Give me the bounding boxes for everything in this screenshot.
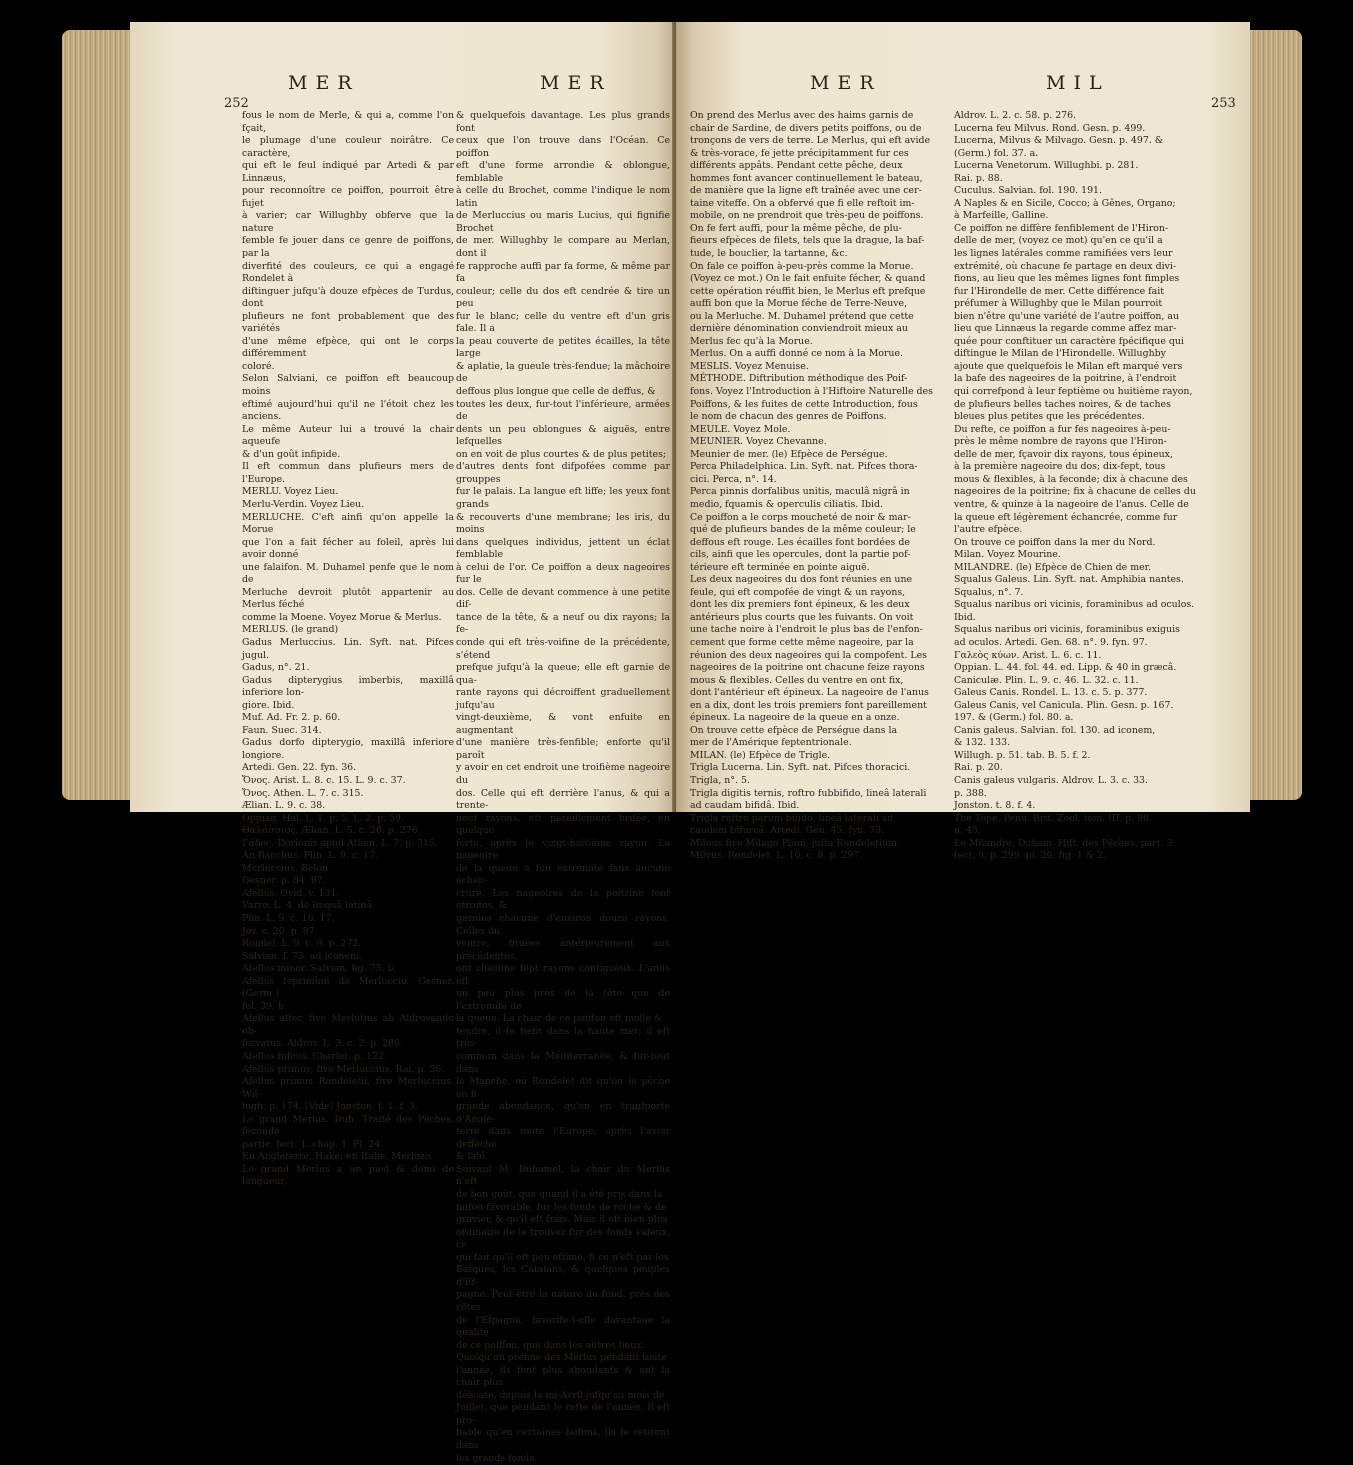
text-line: ventre, fituées antérieurement aux précédentes, — [456, 938, 670, 962]
left-page-column-1 — [242, 110, 454, 1189]
text-line: antérieurs plus courts que les fuivants. On voit — [690, 611, 914, 623]
text-line: mous & flexibles. Celles du ventre en ont fix, — [690, 674, 904, 686]
text-line: Rai. p. 20. — [954, 762, 1003, 774]
text-line: fous le nom de Merle, & qui a, comme l'on fçait, — [242, 110, 454, 134]
text-line: qui correfpond à leur feptième ou huitième rayon, — [954, 386, 1193, 398]
text-line: Aldrov. L. 2. c. 58. p. 276. — [954, 110, 1077, 121]
text-line: n. 45. — [954, 825, 981, 837]
text-line: une tache noire à l'endroit le plus bas de l'enfon- — [690, 624, 923, 636]
text-line: Le même Auteur lui a trouvé la chair aqueufe — [242, 423, 454, 448]
text-line: partie, fect. 1. chap. 1. Pl. 24. — [242, 1138, 384, 1150]
text-line: à celle du Brochet, comme l'indique le nom latin — [456, 185, 670, 209]
text-line: pagne. Peut-être la nature du fond, près des côtes — [456, 1289, 670, 1313]
text-line: tronçons de vers de terre. Le Merlus, qui eft avide — [690, 135, 931, 147]
text-line: extrémité, où chacune fe partage en deux divi- — [954, 260, 1177, 272]
text-line: On trouve cette efpèce de Perségue dans la — [690, 724, 898, 736]
text-line: coloré. — [242, 360, 275, 372]
text-line: & quelquefois davantage. Les plus grands font — [456, 110, 670, 134]
text-line: lugh. p. 174. (Vide) Jonston. t. 1. f. 3. — [242, 1101, 418, 1113]
text-line: Rondel. L. 9. c. 9. p. 272. — [242, 938, 362, 950]
text-line: diverfité des couleurs, ce qui a engagé Rondelet à — [242, 260, 454, 285]
text-line: Juillet, que pendant le refte de l'année. Il eft pro- — [456, 1402, 670, 1426]
text-line: Gadus, n°. 21. — [242, 662, 310, 674]
text-line: réunion des deux nageoires qui la compofent. Les — [690, 649, 927, 661]
text-line: On fe fert auffi, pour la même pêche, de plu- — [690, 222, 902, 234]
text-line: ceux que l'on trouve dans l'Océan. Ce poiffon — [456, 135, 670, 159]
text-line: ordinaire de le trouver fur des fonds vafeux, ce — [456, 1226, 670, 1251]
text-line: & d'un goût infipide. — [242, 448, 341, 460]
text-line: Artedi. Gen. 22. fyn. 36. — [242, 762, 357, 774]
text-line: l'autre efpèce. — [954, 524, 1023, 536]
text-line: fions, au lieu que les mêmes lignes font fimples — [954, 273, 1180, 285]
text-line: la peau couverte de petites écailles, la tête large — [456, 335, 670, 360]
text-line: de l'Efpagne, favorife-t-elle davantage la qualité — [456, 1314, 670, 1339]
text-line: d'une même efpèce, qui ont le corps différemment — [242, 335, 454, 360]
text-line: Trigla, n°. 5. — [690, 774, 750, 786]
text-line: Ce poiffon a le corps moucheté de noir & mar- — [690, 511, 911, 523]
text-line: Lucerna feu Milvus. Rond. Gesn. p. 499. — [954, 122, 1146, 134]
text-line: pour reconnoître ce poiffon, pourroit être fujet — [242, 185, 454, 209]
text-line: ont chacune fept rayons contigueux. L'anus eft — [456, 963, 670, 987]
text-line: qué de plufieurs bandes de la même couleur; le — [690, 524, 916, 536]
text-line: fons. Voyez l'Introduction à l'Hiftoire Naturelle des — [690, 386, 933, 398]
text-line: commun dans la Méditerranée, & fur-tout dans — [456, 1051, 670, 1075]
text-line: hommes font avancer continuellement le bateau, — [690, 172, 923, 184]
text-line: terre dans toute l'Europe, après l'avoir defféché — [456, 1126, 670, 1150]
text-line: la bafe des nageoires de la poitrine, à l'endroit — [954, 373, 1177, 385]
text-line: Ὄνος. Arist. L. 8. c. 15. L. 9. c. 37. — [242, 774, 406, 786]
text-line: Muf. Ad. Fr. 2. p. 60. — [242, 712, 341, 724]
text-line: de ce poiffon, que dans les autres lieux. — [456, 1339, 645, 1351]
text-line: mous & flexibles, à la feconde; dix à chacune des — [954, 473, 1188, 485]
text-line: térieure eft terminée en pointe aiguë. — [690, 561, 870, 573]
text-line: fervatus. Aldrov. L. 3. c. 2. p. 286. — [242, 1038, 404, 1050]
text-line: on en voit de plus courtes & de plus petites; — [456, 448, 667, 460]
text-line: Suivant M. Duhamel, la chair du Merlus n'eft — [456, 1163, 670, 1188]
text-line: The Tope. Penn. Brit. Zool. tom. III. p. 98. — [954, 812, 1153, 824]
text-line: plufieurs ne font probablement que des variétés — [242, 310, 454, 335]
text-line: delle de mer, fçavoir dix rayons, tous épineux, — [954, 448, 1173, 460]
text-line: Γαλεὸς κύων. Arist. L. 6. c. 11. — [954, 649, 1102, 661]
left-page-number: 252 — [224, 96, 249, 111]
text-line: On prend des Merlus avec des haims garnis de — [690, 110, 914, 121]
text-line: mer de l'Amérique feptentrionale. — [690, 737, 852, 749]
text-line: Miluus five Milago Plinii, jufta Rondeletium. — [690, 837, 900, 849]
text-line: MILAN. (le) Efpèce de Trigle. — [690, 749, 831, 761]
text-line: en a dix, dont les trois premiers font pareillement — [690, 699, 927, 711]
text-line: l'année, ils font plus abondants & ont la chair plus — [456, 1364, 670, 1389]
left-running-head-left: MER — [288, 72, 360, 94]
text-line: (Voyez ce mot.) On le fait enfuite fécher, & quand — [690, 273, 926, 285]
text-line: MEULE. Voyez Mole. — [690, 423, 791, 435]
text-line: taine viteffe. On a obfervé que fi elle reftoit im- — [690, 197, 915, 209]
text-line: MEUNIER. Voyez Chevanne. — [690, 436, 827, 448]
text-line: Ὄνος. Athen. L. 7. c. 315. — [242, 787, 364, 799]
text-line: faifon favorable, fur les fonds de roche & de — [456, 1201, 667, 1213]
text-line: une falaifon. M. Duhamel penfe que le nom de — [242, 561, 454, 586]
text-line: Du refte, ce poiffon a fur fes nageoires à-peu- — [954, 423, 1171, 435]
text-line: Trigla Lucerna. Lin. Syft. nat. Pifces thoracici. — [690, 762, 911, 774]
text-line: Milvus. Rondelet. L. 10. c. 8. p. 297. — [690, 850, 863, 862]
right-page-column-2 — [954, 110, 1212, 863]
text-line: de plufieurs belles taches noires, & de taches — [954, 398, 1171, 410]
text-line: le nom de chacun des genres de Poiffons. — [690, 411, 887, 423]
text-line: Afellus primus Rondeletii, five Merluccius. Wil- — [242, 1076, 454, 1100]
text-line: dos. Celle de devant commence à une petite dif- — [456, 586, 670, 611]
text-line: Jov. c. 20. p. 87. — [242, 925, 318, 937]
text-line: Le grand Merlus. Duh. Traité des Pêches, feconde — [242, 1113, 454, 1138]
text-line: de manière que la ligne eft traînée avec une cer- — [690, 185, 922, 197]
text-line: Trigla roftro parum bifido, lineâ laterali ad — [690, 812, 894, 824]
text-line: cils, ainfi que les opercules, dont la partie pof- — [690, 549, 911, 561]
text-line: On fale ce poiffon à-peu-près comme la Morue. — [690, 260, 914, 272]
text-line: d'une manière très-fenfible; enforte qu'il paroît — [456, 737, 670, 761]
text-line: ou la Merluche. M. Duhamel prétend que cette — [690, 310, 914, 322]
right-page-column-1 — [690, 110, 948, 863]
text-line: le plumage d'une couleur noirâtre. Ce caractère, — [242, 135, 454, 159]
text-line: femble fe jouer dans ce genre de poiffons, par la — [242, 235, 454, 260]
text-line: Merluche devroit plutôt appartenir au Merlus féché — [242, 586, 454, 611]
text-line: vingt-deuxième, & vont enfuite en augmentant — [456, 712, 670, 736]
text-line: les grands fonds. — [456, 1452, 538, 1464]
right-page-number: 253 — [1211, 96, 1236, 111]
text-line: Squalus, n°. 7. — [954, 586, 1024, 598]
text-line: auffi bon que la Morue féche de Terre-Neuve, — [690, 298, 908, 310]
text-line: à la première nageoire du dos; dix-fept, tous — [954, 461, 1166, 473]
text-line: dernière dénomination conviendroit mieux au — [690, 323, 908, 335]
text-line: Le grand Merlus a un pied & demi de longueur, — [242, 1163, 454, 1188]
text-line: diftinguer jufqu'à douze efpèces de Turdus, dont — [242, 285, 454, 310]
text-line: mobile, on ne prendroit que très-peu de poiffons. — [690, 210, 924, 222]
text-line: lieu que Linnæus la regarde comme affez mar- — [954, 323, 1177, 335]
text-line: (Germ.) fol. 37. a. — [954, 147, 1039, 159]
text-line: fe rapproche auffi par fa forme, & même par fa — [456, 260, 670, 285]
text-line: ad oculos. Artedi. Gen. 68. n°. 9. fyn. 97. — [954, 636, 1148, 648]
text-line: Il eft commun dans plufieurs mers de l'Europe. — [242, 461, 454, 485]
text-line: dents un peu oblongues & aiguës, entre lefquelles — [456, 423, 670, 448]
text-line: Meunier de mer. (le) Efpèce de Perségue. — [690, 448, 888, 460]
text-line: Les deux nageoires du dos font réunies en une — [690, 574, 913, 586]
text-line: Afellus primus, five Merluccius. Rai. p. 56. — [242, 1063, 445, 1075]
text-line: MILANDRE. (le) Efpèce de Chien de mer. — [954, 561, 1152, 573]
text-line: caudem bifurcâ. Artedi. Gen. 45. fyn. 73. — [690, 825, 885, 837]
text-line: Ibid. — [954, 611, 976, 623]
text-line: ventre, & quinze à la nageoire de l'anus. Celle de — [954, 498, 1189, 510]
text-line: fur le palais. La langue eft liffe; les yeux font grands — [456, 486, 670, 510]
text-line: diftingue le Milan de l'Hirondelle. Willughby — [954, 348, 1166, 360]
text-line: & très-vorace, fe jette précipitamment fur ces — [690, 147, 909, 159]
text-line: An Bacchus. Plin. L. 9. c. 17. — [242, 850, 379, 862]
text-line: de Merluccius ou maris Lucius, qui fignifie Brochet — [456, 210, 670, 234]
text-line: Gadus Merluccius. Lin. Syft. nat. Pifces jugul. — [242, 636, 454, 661]
text-line: Gadus dipterygius imberbis, maxillâ inferiore lon- — [242, 674, 454, 699]
text-line: à varier; car Willughby obferve que la nature — [242, 210, 454, 234]
text-line: Afellus minor. Salvian. fig. 73. b. — [242, 963, 397, 975]
text-line: medio, fquamis & operculis ciliatis. Ibid. — [690, 498, 883, 510]
text-line: les lignes latérales comme ramifiées vers leur — [954, 248, 1173, 260]
text-line: d'autres dents font difpofées comme par grouppes — [456, 461, 670, 485]
text-line: de la queue a fon extrémité fans aucune échan- — [456, 862, 670, 887]
left-running-head-right: MER — [540, 72, 612, 94]
text-line: délicate, depuis la mi-Avril jufqu'au mois de — [456, 1389, 665, 1401]
text-line: delle de mer, (voyez ce mot) qu'en ce qu'il a — [954, 235, 1163, 247]
text-line: que l'on a fait fécher au foleil, après lui avoir donné — [242, 536, 454, 561]
text-line: Canis galeus vulgaris. Aldrov. L. 3. c. 33. — [954, 774, 1148, 786]
text-line: à celui de l'or. Ce poiffon a deux nageoires fur le — [456, 561, 670, 586]
text-line: qui fait qu'il eft peu eftimé, fi ce n'eft par les — [456, 1251, 669, 1263]
text-line: deffous plus longue que celle de deffus, & — [456, 386, 656, 398]
text-line: neuf rayons, eft pareillement brifée, en quelque — [456, 812, 670, 837]
text-line: cici. Perca, n°. 14. — [690, 473, 777, 485]
text-line: ajoute que quelquefois le Milan eft marqué vers — [954, 360, 1183, 372]
text-line: MERLUCHE. C'eft ainfi qu'on appelle la Morue — [242, 511, 454, 536]
right-page — [676, 22, 1250, 862]
text-line: rante rayons qui décroiffent graduellement jufqu'au — [456, 687, 670, 711]
text-line: Gesner. p. 84. 97. — [242, 875, 326, 887]
text-line: quée pour conftituer un caractère fpécifique qui — [954, 335, 1184, 347]
text-line: dans quelques individus, jettent un éclat femblable — [456, 536, 670, 561]
text-line: bable qu'en certaines faifons, ils fe retirent dans — [456, 1427, 670, 1451]
text-line: Quoiqu'on prenne des Merlus pendant toute — [456, 1352, 667, 1364]
text-line: Canis galeus. Salvian. fol. 130. ad iconem, — [954, 724, 1156, 736]
text-line: eft d'une forme arrondie & oblongue, femblable — [456, 160, 670, 184]
text-line: bleues plus petites que les précédentes. — [954, 411, 1145, 423]
text-line: Merlus fec qu'à la Morue. — [690, 335, 813, 347]
text-line: dont les dix premiers font épineux, & les deux — [690, 599, 910, 611]
text-line: Afellus feprimùm de Merluccio. Gesner. (Germ.) — [242, 975, 454, 1000]
text-line: tance de la tête, & a neuf ou dix rayons; la fe- — [456, 611, 670, 636]
text-line: Ce poiffon ne diffère fenfiblement de l'Hiron- — [954, 222, 1169, 234]
text-line: la queue eft légèrement échancrée, comme fur — [954, 511, 1178, 523]
text-line: préfumer à Willughby que le Milan pourroit — [954, 298, 1163, 310]
left-page — [130, 22, 680, 1464]
text-line: Afellus fufcus. Charlet. p. 122. — [242, 1051, 387, 1063]
text-line: giore. Ibid. — [242, 699, 295, 711]
text-line: Θαλάσσιος. Ælian. L. 5. c. 20. p. 276. — [242, 825, 421, 837]
text-line: Rai. p. 88. — [954, 172, 1003, 184]
text-line: Perca Philadelphica. Lin. Syft. nat. Pifces thora- — [690, 461, 918, 473]
text-line: Varro. L. 4. de linguâ latinâ. — [242, 900, 376, 912]
text-line: feule, qui eft compofée de vingt & un rayons, — [690, 586, 906, 598]
text-line: Ælian. L. 9. c. 38. — [242, 800, 326, 812]
text-line: y avoir en cet endroit une troifième nageoire du — [456, 762, 670, 786]
text-line: bien n'être qu'une variété de l'autre poiffon, au — [954, 310, 1180, 322]
text-line: nageoires de la poitrine ont chacune feize rayons — [690, 662, 925, 674]
text-line: Perca pinnis dorfalibus unitis, maculâ nigrâ in — [690, 486, 910, 498]
text-line: la Manche, où Rondelet dit qu'on le pêche en fi — [456, 1076, 670, 1100]
right-running-head-right: MIL — [1046, 72, 1110, 94]
text-line: MERLUS. (le grand) — [242, 624, 339, 636]
text-line: Γάδος. Dorionis apud Athen. L. 7. p. 315. — [242, 837, 438, 849]
text-line: cement que forme cette même nageoire, par la — [690, 636, 914, 648]
text-line: p. 388. — [954, 787, 987, 799]
text-line: Squalus naribus ori vicinis, foraminibus exiguis — [954, 624, 1180, 636]
text-line: toutes les deux, fur-tout l'inférieure, armées de — [456, 398, 670, 423]
text-line: & falé. — [456, 1151, 488, 1163]
text-line: Gadus dorfo dipterygio, maxillâ inferiore longiore. — [242, 737, 454, 761]
text-line: fieurs efpèces de filets, tels que la drague, la baf- — [690, 235, 925, 247]
text-line: A Naples & en Sicile, Cocco; à Gênes, Organo; — [954, 197, 1176, 209]
text-line: Oppian. L. 44. fol. 44. ed. Lipp. & 40 in græcâ. — [954, 662, 1177, 674]
text-line: Le Milandre, Duham. Hift. des Pêches, part. 3. — [954, 837, 1176, 849]
text-line: Squalus naribus ori vicinis, foraminibus ad oculos. — [954, 599, 1195, 611]
text-line: MESLIS. Voyez Menuise. — [690, 360, 809, 372]
text-line: différents appâts. Pendant cette pêche, deux — [690, 160, 903, 172]
text-line: Trigla digitis ternis, roftro fubbifido, lineâ laterali — [690, 787, 927, 799]
text-line: Willugh. p. 51. tab. B. 5. f. 2. — [954, 749, 1091, 761]
text-line: garnies chacune d'environ douze rayons. Celles du — [456, 913, 670, 937]
text-line: 197. & (Germ.) fol. 80. a. — [954, 712, 1074, 724]
text-line: épineux. La nageoire de la queue en a onze. — [690, 712, 900, 724]
right-running-head-left: MER — [810, 72, 882, 94]
text-line: Cuculus. Salvian. fol. 190. 191. — [954, 185, 1102, 197]
text-line: grande abondance, qu'on en tranfporte d'Angle- — [456, 1101, 670, 1125]
text-line: Oppian. Hal. L. 1. p. 5. L. 2. p. 59. — [242, 812, 404, 824]
text-line: Afellus alter, five Merlutius ab Aldrovando ob- — [242, 1013, 454, 1037]
text-line: Squalus Galeus. Lin. Syft. nat. Amphibia nantes. — [954, 574, 1184, 586]
text-line: Plin. L. 9. c. 16. 17. — [242, 913, 335, 924]
text-line: Caniculæ. Plin. L. 9. c. 46. L. 32. c. 11. — [954, 674, 1139, 686]
text-line: Lucerna Venetorum. Willughbi. p. 281. — [954, 160, 1139, 172]
text-line: Faun. Suec. 314. — [242, 724, 322, 736]
text-line: Lucerna, Milvus & Milvago. Gesn. p. 497. & — [954, 135, 1164, 147]
text-line: prefque jufqu'à la queue; elle eft garnie de qua- — [456, 662, 670, 686]
text-line: Poiffons, & les fuites de cette Introduction, fous — [690, 398, 918, 410]
text-line: eftimé aujourd'hui qu'il ne l'étoit chez les anciens. — [242, 398, 454, 423]
text-line: fol. 39. b. — [242, 1000, 287, 1012]
text-line: Galeus Canis, vel Canicula. Plin. Gesn. p. 167. — [954, 699, 1174, 711]
text-line: & recouverts d'une membrane; les iris, du moins — [456, 511, 670, 536]
text-line: fur l'Hirondelle de mer. Cette différence fait — [954, 285, 1164, 297]
text-line: de mer. Willughby le compare au Merlan, dont il — [456, 235, 670, 260]
text-line: crure. Les nageoires de la poitrine font étroites, & — [456, 887, 670, 912]
text-line: fect. 9. p. 299. pl. 20. fig. 1 & 2. — [954, 850, 1107, 862]
text-line: près le même nombre de rayons que l'Hiron- — [954, 436, 1167, 448]
text-line: la queue. La chair de ce poiffon eft molle & — [456, 1013, 663, 1025]
text-line: comme la Moene. Voyez Morue & Merlus. — [242, 611, 442, 623]
text-line: nageoires de la poitrine; fix à chacune de celles du — [954, 486, 1196, 498]
text-line: qui eft le feul indiqué par Artedi & par Linnæus, — [242, 160, 454, 184]
text-line: On trouve ce poiffon dans la mer du Nord. — [954, 536, 1156, 548]
text-line: Galeus Canis. Rondel. L. 13. c. 5. p. 377. — [954, 687, 1148, 699]
text-line: fur le blanc; celle du ventre eft d'un gris fale. Il a — [456, 310, 670, 335]
text-line: En Angleterre, Hake; en Italie, Merluzo. — [242, 1151, 434, 1163]
text-line: forte, après le vingt-huitième rayon. La nageoire — [456, 837, 670, 862]
text-line: & 132. 133. — [954, 737, 1011, 749]
text-line: cette opération réuffit bien, le Merlus eft prefque — [690, 285, 926, 297]
text-line: chair de Sardine, de divers petits poiffons, ou de — [690, 122, 922, 134]
text-line: Afellus. Ovid. v. 131. — [242, 887, 340, 899]
text-line: dont l'antérieur eft épineux. La nageoire de l'anus — [690, 687, 929, 699]
text-line: Merlu-Verdin. Voyez Lieu. — [242, 498, 365, 510]
text-line: conde qui eft très-voifine de la précédente, s'étend — [456, 636, 670, 661]
text-line: MERLU. Voyez Lieu. — [242, 486, 339, 498]
text-line: de bon goût, que quand il a été pris dans la — [456, 1189, 663, 1201]
text-line: tude, le bouclier, la tartanne, &c. — [690, 248, 848, 260]
text-line: Milan. Voyez Mourine. — [954, 549, 1061, 561]
text-line: Merlus. On a auffi donné ce nom à la Morue. — [690, 348, 903, 360]
text-line: Salvian. f. 73. ad iconem. — [242, 950, 362, 962]
left-page-column-2 — [456, 110, 670, 1465]
text-line: couleur; celle du dos eft cendrée & tire un peu — [456, 285, 670, 310]
text-line: dos. Celle qui eft derrière l'anus, & qui a trente- — [456, 787, 670, 812]
text-line: deffous eft rouge. Les écailles font bordées de — [690, 536, 910, 548]
text-line: gravier, & qu'il eft frais. Mais il eft bien plus — [456, 1214, 668, 1226]
text-line: Jonston. t. 8. f. 4. — [954, 800, 1036, 812]
text-line: tendre, il fe tient dans la haute mer; il eft très- — [456, 1025, 670, 1050]
text-line: & aplatie, la gueule très-fendue; la mâchoire de — [456, 360, 670, 385]
text-line: ad caudam bifidâ. Ibid. — [690, 800, 800, 812]
text-line: Bafques, les Catalans, & quelques peuples d'Ef- — [456, 1264, 670, 1288]
text-line: à Marfeille, Galline. — [954, 210, 1049, 222]
text-line: un peu plus près de la tête que de l'extrémité de — [456, 988, 670, 1012]
text-line: MÉTHODE. Diftribution méthodique des Poif- — [690, 373, 908, 385]
text-line: Selon Salviani, ce poiffon eft beaucoup moins — [242, 373, 454, 398]
text-line: Merluccius. Belon. — [242, 862, 332, 874]
